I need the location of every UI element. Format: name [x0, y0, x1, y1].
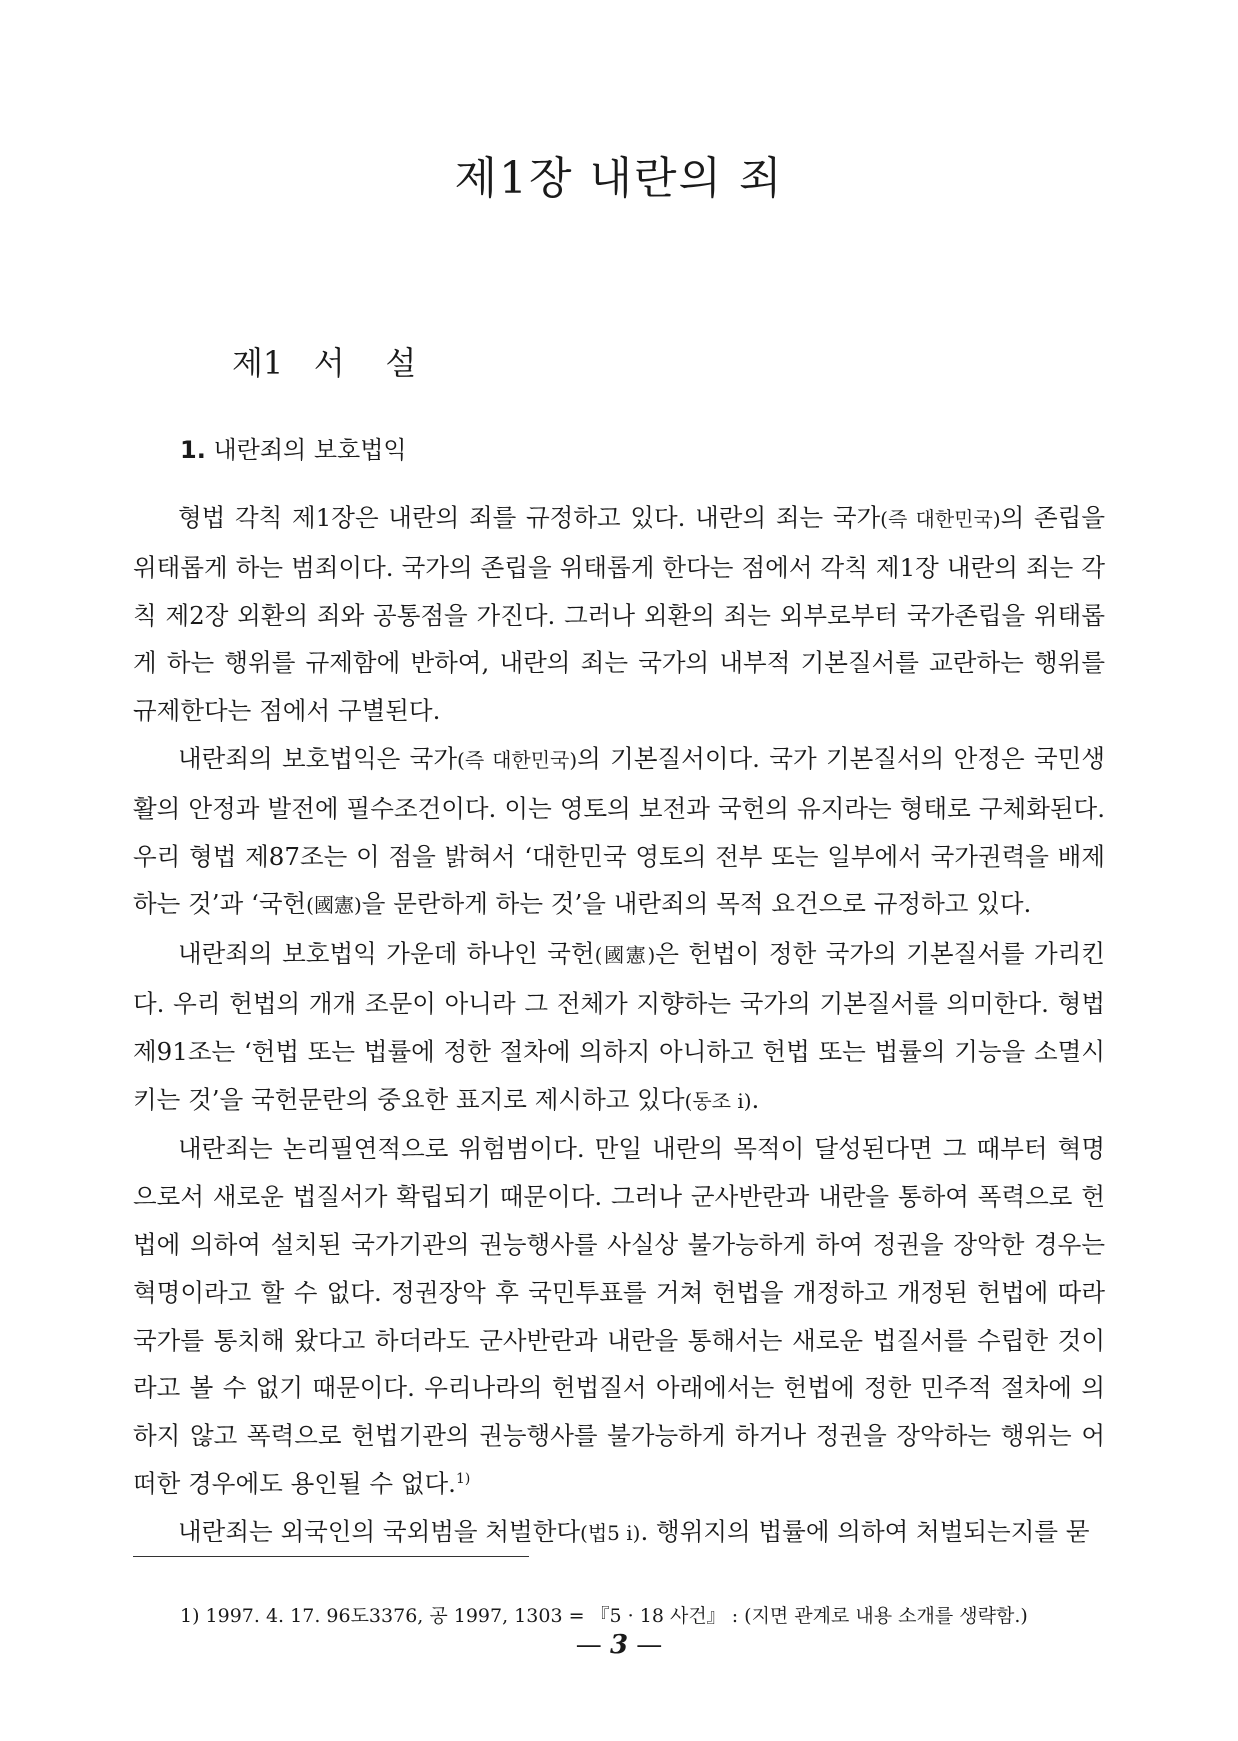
- parenthetical-note: (즉 대한민국): [880, 507, 1001, 531]
- text-run: 형법 각칙 제1장은 내란의 죄를 규정하고 있다. 내란의 죄는 국가: [178, 503, 881, 532]
- page-number-value: 3: [609, 1630, 629, 1660]
- paragraph: [133, 494, 1105, 735]
- text-run: 내란죄는 외국인의 국외범을 처벌한다: [178, 1516, 581, 1546]
- page-number: — 3 —: [575, 1630, 663, 1660]
- text-run: 의 존립을 위태롭게 하는 범죄이다. 국가의 존립을 위태롭게 한다는 점에서 각칙 제1장 내란의 죄는 각칙 제2장 외환의 죄와 공통점을 가진다. 그러나 외환의 죄는 외부로부터 국가존립을 위태롭게 하는 행위를 규제함에 반하여, 내란의 죄는 국가의 내부적 기본질서를 교란하는 행위를 규제한다는 점에서 구별된다.: [133, 503, 1105, 726]
- body-text: [133, 494, 1105, 1558]
- footnote: 1) 1997. 4. 17. 96도3376, 공 1997, 1303 = 『5 · 18 사건』 : (지면 관계로 내용 소개를 생략함.): [180, 1605, 1028, 1627]
- parenthetical-note: (동조 i): [684, 1088, 752, 1113]
- paragraph: [133, 1508, 1105, 1558]
- paragraph: [133, 930, 1105, 1125]
- paragraph: [133, 735, 1105, 930]
- text-run: 의 기본질서이다. 국가 기본질서의 안정은 국민생활의 안정과 발전에 필수조건이다. 이는 영토의 보전과 국헌의 유지라는 형태로 구체화된다. 우리 형법 제87조는 이 점을 밝혀서 ‘대한민국 영토의 전부 또는 일부에서 국가권력을 배제하는 것’과 ‘국헌: [133, 743, 1105, 919]
- text-run: .: [751, 1084, 760, 1114]
- paragraph: [133, 1125, 1105, 1507]
- text-run: . 행위지의 법률에 의하여 처벌되는지를 묻: [640, 1516, 1090, 1546]
- parenthetical-note: (國憲): [594, 943, 656, 968]
- text-run: 은 헌법이 정한 국가의 기본질서를 가리킨다. 우리 헌법의 개개 조문이 아니라 그 전체가 지향하는 국가의 기본질서를 의미한다. 형법 제91조는 ‘헌법 또는 법률에 정한 절차에 의하지 아니하고 헌법 또는 법률의 기능을 소멸시키는 것’을 국헌문란의 중요한 표지로 제시하고 있다: [133, 939, 1106, 1114]
- footnote-ref: 1): [455, 1470, 471, 1487]
- section-heading: 제1 서 설: [232, 344, 417, 382]
- text-run: 내란죄의 보호법익 가운데 하나인 국헌: [178, 939, 595, 969]
- subsection-heading: [180, 430, 407, 465]
- chapter-title: 제1장 내란의 죄: [454, 153, 784, 204]
- text-run: 을 문란하게 하는 것’을 내란죄의 목적 요건으로 규정하고 있다.: [361, 889, 1032, 919]
- text-run: 내란죄의 보호법익은 국가: [178, 743, 458, 773]
- parenthetical-note: (즉 대한민국): [457, 747, 578, 772]
- footnote-divider: [133, 1556, 529, 1557]
- subsection-number: 1.: [180, 436, 206, 464]
- subsection-title: 내란죄의 보호법익: [213, 436, 407, 464]
- parenthetical-note: (법5 i): [580, 1520, 641, 1545]
- parenthetical-note: (國憲): [306, 893, 362, 918]
- text-run: 내란죄는 논리필연적으로 위험범이다. 만일 내란의 목적이 달성된다면 그 때부터 혁명으로서 새로운 법질서가 확립되기 때문이다. 그러나 군사반란과 내란을 통하여 폭력으로 헌법에 의하여 설치된 국가기관의 권능행사를 사실상 불가능하게 하여 정권을 장악한 경우는 혁명이라고 할 수 없다. 정권장악 후 국민투표를 거쳐 헌법을 개정하고 개정된 헌법에 따라 국가를 통치해 왔다고 하더라도 군사반란과 내란을 통해서는 새로운 법질서를 수립한 것이라고 볼 수 없기 때문이다. 우리나라의 헌법질서 아래에서는 헌법에 정한 민주적 절차에 의하지 않고 폭력으로 헌법기관의 권능행사를 불가능하게 하거나 정권을 장악하는 행위는 어떠한 경우에도 용인될 수 없다.: [133, 1134, 1105, 1498]
